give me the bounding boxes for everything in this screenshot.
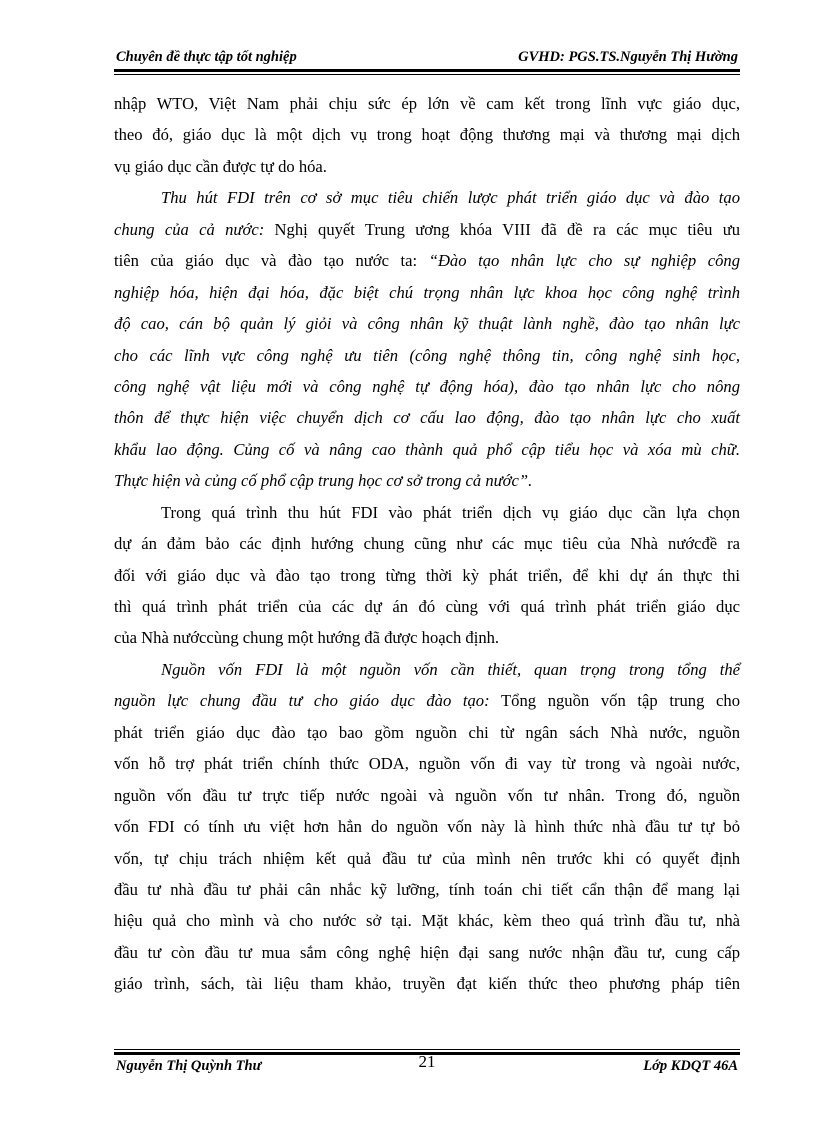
- footer-author: Nguyễn Thị Quỳnh Thư: [116, 1058, 262, 1074]
- text-line: thôn để thực hiện việc chuyển dịch cơ cấu lao động, đào tạo nhân lực cho xuất: [114, 408, 740, 428]
- text-line: vốn, tự chịu trách nhiệm kết quả đầu tư của mình nên trước khi có quyết định: [114, 848, 740, 868]
- text-line: phát triển giáo dục đào tạo bao gồm nguồn chi từ ngân sách Nhà nước, nguồn: [114, 722, 740, 742]
- text-line: khẩu lao động. Củng cố và nâng cao thành quả phổ cập tiểu học và xóa mù chữ.: [114, 439, 740, 459]
- page-number: 21: [418, 1052, 436, 1071]
- footer-class: Lớp KDQT 46A: [643, 1058, 738, 1074]
- text-run: tiên của giáo dục và đào tạo nước ta:: [114, 251, 429, 271]
- text-line: [114, 685, 740, 716]
- text-line: Thu hút FDI trên cơ sở mục tiêu chiến lược phát triển giáo dục và đào tạo: [161, 188, 740, 208]
- page-footer: [114, 1052, 740, 1078]
- text-run-italic: “Đào tạo nhân lực cho sự nghiệp công: [428, 251, 740, 271]
- text-run: Nghị quyết Trung ương khóa VIII đã đề ra các mục tiêu ưu: [264, 219, 740, 239]
- text-line: dự án đảm bảo các định hướng chung cũng như các mục tiêu của Nhà nướcđề ra: [114, 534, 740, 554]
- text-line: nhập WTO, Việt Nam phải chịu sức ép lớn về cam kết trong lĩnh vực giáo dục,: [114, 94, 740, 113]
- text-line: công nghệ vật liệu mới và công nghệ tự động hóa), đào tạo nhân lực cho nông: [114, 376, 740, 396]
- text-line: độ cao, cán bộ quản lý giỏi và công nhân kỹ thuật lành nghề, đào tạo nhân lực: [114, 314, 740, 334]
- text-line: Nguồn vốn FDI là một nguồn vốn cần thiết, quan trọng trong tổng thể: [161, 659, 740, 679]
- footer-rule-thin: [114, 1049, 740, 1050]
- text-line: vụ giáo dục cần được tự do hóa.: [114, 156, 327, 176]
- text-line: thì quá trình phát triển của các dự án đó cùng với quá trình phát triển giáo dục: [114, 597, 740, 616]
- header-title: Chuyên đề thực tập tốt nghiệp: [116, 49, 297, 65]
- header-advisor: GVHD: PGS.TS.Nguyễn Thị Hường: [518, 49, 738, 65]
- text-line: nghiệp hóa, hiện đại hóa, đặc biệt chú trọng nhân lực khoa học công nghệ trình: [114, 282, 740, 302]
- text-line: đầu tư nhà đầu tư phải cân nhắc kỹ lưỡng, tính toán chi tiết cẩn thận để mang lại: [114, 879, 740, 899]
- text-line: vốn FDI có tính ưu việt hơn hẳn do nguồn vốn này là hình thức nhà đầu tư tự bỏ: [114, 817, 740, 837]
- text-run: Tổng nguồn vốn tập trung cho: [489, 691, 740, 711]
- document-body: [114, 88, 740, 1000]
- text-line: nguồn vốn đầu tư trực tiếp nước ngoài và nguồn vốn tư nhân. Trong đó, nguồn: [114, 785, 740, 805]
- text-line: Trong quá trình thu hút FDI vào phát triển dịch vụ giáo dục cần lựa chọn: [161, 502, 740, 522]
- page-header: [114, 46, 738, 68]
- text-line: vốn hỗ trợ phát triển chính thức ODA, nguồn vốn đi vay từ trong và ngoài nước,: [114, 754, 740, 774]
- text-line: Thực hiện và củng cố phổ cập trung học cơ sở trong cả nước”.: [114, 471, 533, 491]
- header-rule-thin: [114, 74, 740, 75]
- text-line: hiệu quả cho mình và cho nước sở tại. Mặt khác, kèm theo quá trình đầu tư, nhà: [114, 911, 740, 931]
- text-line: [114, 214, 740, 245]
- text-line: đầu tư còn đầu tư mua sắm công nghệ hiện đại sang nước nhận đầu tư, cung cấp: [114, 942, 740, 962]
- header-rule-thick: [114, 69, 740, 72]
- text-line: theo đó, giáo dục là một dịch vụ trong hoạt động thương mại và thương mại dịch: [114, 125, 740, 145]
- text-run-italic: nguồn lực chung đầu tư cho giáo dục đào tạo:: [114, 691, 490, 711]
- text-line: [114, 245, 740, 276]
- text-line: cho các lĩnh vực công nghệ ưu tiên (công nghệ thông tin, công nghệ sinh học,: [114, 345, 740, 365]
- text-line: giáo trình, sách, tài liệu tham khảo, truyền đạt kiến thức theo phương pháp tiên: [114, 974, 740, 994]
- text-line: đối với giáo dục và đào tạo trong từng thời kỳ phát triển, để khi dự án thực thi: [114, 565, 740, 585]
- text-line: của Nhà nướccùng chung một hướng đã được hoạch định.: [114, 628, 500, 648]
- text-run-italic: chung của cả nước:: [114, 219, 265, 239]
